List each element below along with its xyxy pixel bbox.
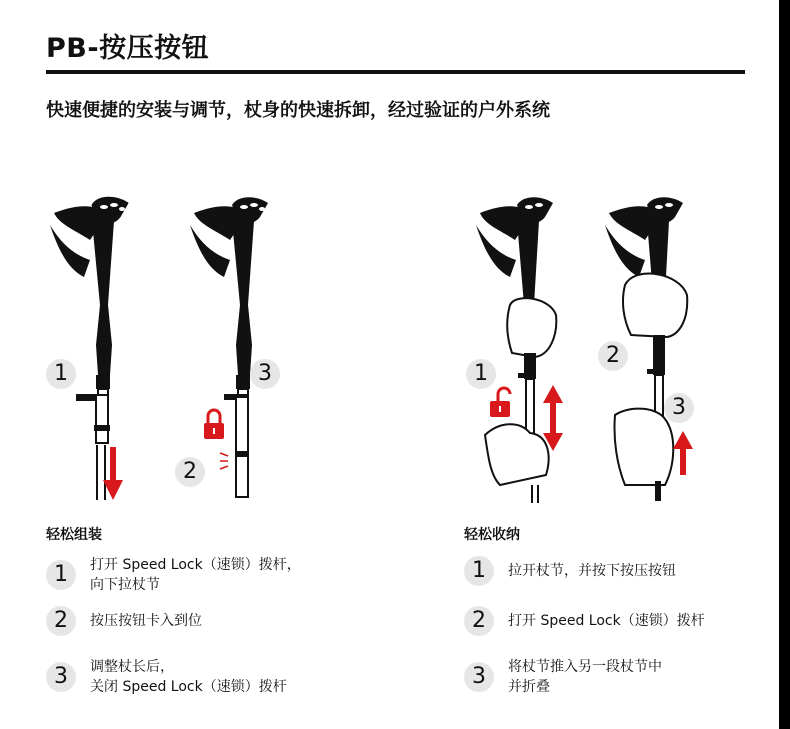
lock-open-icon: [490, 388, 510, 417]
fig-badge-2: 2: [598, 341, 628, 371]
pole-a: [50, 197, 128, 500]
install-step-1: [46, 555, 301, 595]
arrow-updown-icon: [543, 385, 563, 451]
title-rule: [46, 70, 745, 74]
arrow-up-icon: [673, 431, 693, 475]
step-text: 调整杖长后， 关闭 Speed Lock（速锁）拨杆: [90, 659, 287, 695]
install-step-3: [46, 657, 287, 697]
step-number: 2: [46, 606, 76, 636]
storage-step-3: [464, 657, 662, 697]
step-number: 2: [464, 606, 494, 636]
fig-badge-3: 3: [250, 359, 280, 389]
storage-heading: 轻松收纳: [464, 527, 520, 543]
step-number: 3: [464, 662, 494, 692]
step-number: 1: [464, 556, 494, 586]
install-illustration: [40, 185, 300, 505]
step-text: 将杖节推入另一段杖节中 并折叠: [508, 659, 662, 695]
install-step-2: [46, 606, 202, 636]
step-text: 拉开杖节，并按下按压按钮: [508, 563, 676, 579]
step-number: 3: [46, 662, 76, 692]
step-number: 1: [46, 560, 76, 590]
storage-illustration: [460, 185, 710, 505]
pole-b: [190, 197, 268, 497]
fig-badge-3: 3: [664, 393, 694, 423]
step-text: 打开 Speed Lock（速锁）拨杆， 向下拉杖节: [90, 557, 301, 593]
page-title: PB-按压按钮: [46, 33, 210, 64]
pole-c: [476, 197, 563, 503]
storage-step-2: [464, 606, 705, 636]
step-text: 打开 Speed Lock（速锁）拨杆: [508, 613, 705, 629]
fig-badge-2: 2: [175, 457, 205, 487]
fig-badge-1: 1: [466, 359, 496, 389]
step-text: 按压按钮卡入到位: [90, 613, 202, 629]
install-heading: 轻松组装: [46, 527, 102, 543]
storage-step-1: [464, 556, 676, 586]
page-subtitle: 快速便捷的安装与调节，杖身的快速拆卸，经过验证的户外系统: [46, 100, 550, 121]
lock-closed-icon: [204, 410, 224, 439]
fig-badge-1: 1: [46, 359, 76, 389]
